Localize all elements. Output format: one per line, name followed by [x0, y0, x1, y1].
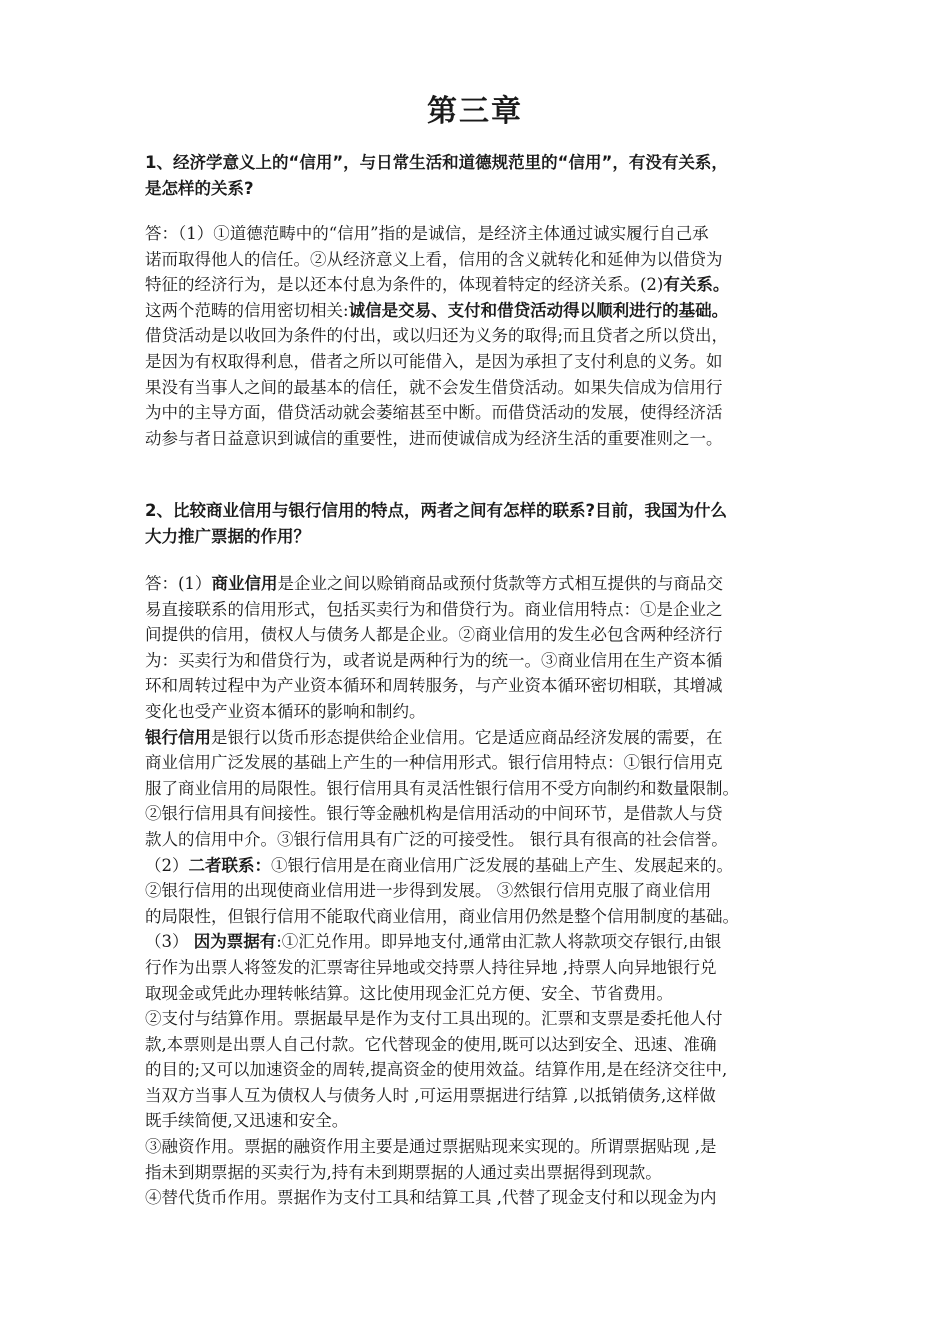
answer-line: [145, 247, 825, 273]
answer-line: [145, 929, 825, 955]
answer-text: 间提供的信用，债权人与债务人都是企业。②商业信用的发生必包含两种经济行: [145, 625, 723, 645]
answer-1: [145, 221, 825, 451]
answer-text: ④替代货币作用。票据作为支付工具和结算工具 ,代替了现金支付和以现金为内: [145, 1188, 717, 1208]
answer-text: 是因为有权取得利息，借者之所以可能借入，是因为承担了支付利息的义务。如: [145, 351, 723, 371]
bold-text: 因为票据有: [193, 932, 277, 952]
answer-text: 动参与者日益意识到诚信的重要性，进而使诚信成为经济生活的重要准则之一。: [145, 428, 723, 448]
answer-text: ②支付与结算作用。票据最早是作为支付工具出现的。汇票和支票是委托他人付: [145, 1009, 723, 1029]
answer-line: [145, 878, 825, 904]
answer-line: [145, 981, 825, 1007]
question-line: 1、经济学意义上的“信用”，与日常生活和道德规范里的“信用”，有没有关系，: [145, 153, 728, 172]
answer-text: （2）: [145, 855, 189, 875]
answer-line: [145, 853, 825, 879]
answer-text: 商业信用广泛发展的基础上产生的一种信用形式。银行信用特点：①银行信用克: [145, 753, 723, 773]
answer-text: 既手续简便,又迅速和安全。: [145, 1111, 349, 1131]
answer-text: ②银行信用具有间接性。银行等金融机构是信用活动的中间环节，是借款人与贷: [145, 804, 723, 824]
answer-line: [145, 725, 825, 751]
answer-text: 环和周转过程中为产业资本循环和周转服务，与产业资本循环密切相联，其增减: [145, 676, 723, 696]
answer-line: [145, 272, 825, 298]
answer-line: [145, 776, 825, 802]
answer-line: [145, 904, 825, 930]
answer-text: 为：买卖行为和借贷行为，或者说是两种行为的统一。③商业信用在生产资本循: [145, 650, 723, 670]
bold-text: 二者联系：: [188, 855, 271, 875]
answer-text: 答：(1）: [145, 574, 212, 593]
answer-text: 借贷活动是以收回为条件的付出，或以归还为义务的取得;而且贷者之所以贷出，: [145, 326, 729, 346]
answer-line: [145, 298, 825, 324]
answer-line: [145, 1108, 825, 1134]
answer-text: 变化也受产业资本循环的影响和制约。: [145, 701, 426, 721]
answer-line: [145, 400, 825, 426]
answer-line: [145, 673, 825, 699]
answer-text: 为中的主导方面，借贷活动就会萎缩甚至中断。而借贷活动的发展，使得经济活: [145, 403, 723, 423]
answer-line: [145, 622, 825, 648]
answer-line: [145, 221, 825, 247]
question-line: 2、比较商业信用与银行信用的特点，两者之间有怎样的联系?目前，我国为什么: [145, 501, 728, 520]
answer-text: 服了商业信用的局限性。银行信用具有灵活性银行信用不受方向制约和数量限制。: [145, 778, 739, 798]
answer-text: ③融资作用。票据的融资作用主要是通过票据贴现来实现的。所谓票据贴现 ,是: [145, 1137, 717, 1157]
answer-line: [145, 1057, 825, 1083]
answer-text: ②银行信用的出现使商业信用进一步得到发展。 ③然银行信用克服了商业信用: [145, 881, 712, 901]
question-line: 是怎样的关系?: [145, 179, 254, 198]
answer-line: [145, 571, 825, 597]
answer-text: 诺而取得他人的信任。②从经济意义上看，信用的含义就转化和延伸为以借贷为: [145, 249, 723, 269]
answer-text: 易直接联系的信用形式，包括买卖行为和借贷行为。商业信用特点：①是企业之: [145, 599, 723, 619]
answer-line: [145, 1083, 825, 1109]
answer-2: [145, 571, 825, 1211]
answer-line: [145, 955, 825, 981]
answer-text: 是银行以货币形态提供给企业信用。它是适应商品经济发展的需要，在: [211, 727, 723, 747]
answer-text: 是企业之间以赊销商品或预付货款等方式相互提供的与商品交: [277, 574, 723, 593]
bold-text: 银行信用: [145, 727, 211, 747]
answer-line: [145, 1185, 825, 1211]
answer-line: [145, 750, 825, 776]
answer-line: [145, 648, 825, 674]
answer-text: 特征的经济行为，是以还本付息为条件的，体现着特定的经济关系。(2): [145, 275, 664, 295]
answer-line: [145, 1134, 825, 1160]
question-1: [145, 150, 825, 202]
answer-line: [145, 323, 825, 349]
answer-line: [145, 597, 825, 623]
answer-line: [145, 1006, 825, 1032]
answer-text: 果没有当事人之间的最基本的信任，就不会发生借贷活动。如果失信成为信用行: [145, 377, 723, 397]
answer-text: 的局限性，但银行信用不能取代商业信用，商业信用仍然是整个信用制度的基础。: [145, 906, 739, 926]
answer-text: 当双方当事人互为债权人与债务人时 ,可运用票据进行结算 ,以抵销债务,这样做: [145, 1085, 716, 1105]
answer-text: 的目的;又可以加速资金的周转,提高资金的使用效益。结算作用,是在经济交往中,: [145, 1060, 728, 1080]
bold-text: 商业信用: [211, 574, 278, 593]
answer-line: [145, 375, 825, 401]
answer-text: 这两个范畴的信用密切相关:: [145, 300, 349, 320]
bold-text: 诚信是交易、支付和借贷活动得以顺利进行的基础。: [348, 300, 729, 320]
answer-text: 取现金或凭此办理转帐结算。这比使用现金汇兑方便、安全、节省费用。: [145, 983, 673, 1003]
answer-text: :①汇兑作用。即异地支付,通常由汇款人将款项交存银行,由银: [276, 932, 722, 952]
question-line: 大力推广票据的作用？: [145, 527, 310, 546]
answer-line: [145, 827, 825, 853]
answer-text: ①银行信用是在商业信用广泛发展的基础上产生、发展起来的。: [271, 855, 733, 875]
answer-text: 款,本票则是出票人自己付款。它代替现金的使用,既可以达到安全、迅速、准确: [145, 1034, 717, 1054]
answer-line: [145, 349, 825, 375]
answer-text: （3）: [145, 932, 194, 952]
question-2: [145, 498, 825, 550]
answer-line: [145, 1160, 825, 1186]
answer-text: 行作为出票人将签发的汇票寄往异地或交持票人持往异地 ,持票人向异地银行兑: [145, 957, 717, 977]
answer-text: 款人的信用中介。③银行信用具有广泛的可接受性。 银行具有很高的社会信誉。: [145, 829, 728, 849]
answer-line: [145, 801, 825, 827]
chapter-title: 第三章: [427, 94, 523, 129]
answer-line: [145, 699, 825, 725]
bold-text: 有关系。: [663, 275, 730, 295]
answer-text: 答：（1）①道德范畴中的“信用”指的是诚信，是经济主体通过诚实履行自己承: [145, 224, 709, 243]
answer-line: [145, 426, 825, 452]
answer-text: 指未到期票据的买卖行为,持有未到期票据的人通过卖出票据得到现款。: [145, 1162, 662, 1182]
answer-line: [145, 1032, 825, 1058]
